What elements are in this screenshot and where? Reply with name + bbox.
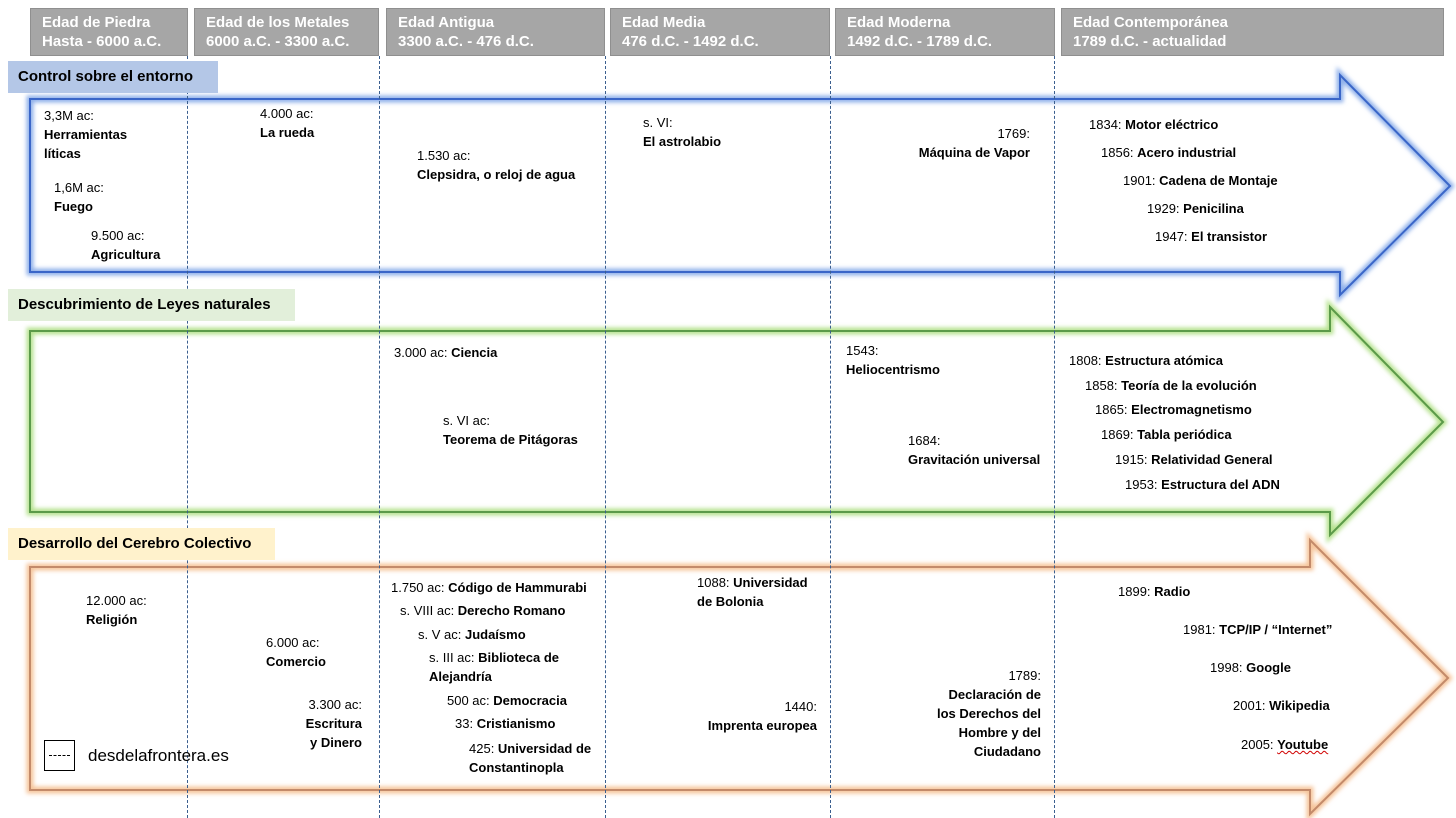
legend-label: desdelafrontera.es <box>88 746 229 765</box>
event-name: Máquina de Vapor <box>918 145 1030 160</box>
era-name: Edad de Piedra <box>42 14 151 31</box>
event-biblioteca-alejandria <box>429 648 569 686</box>
era-range: 476 d.C. - 1492 d.C. <box>622 33 759 50</box>
event-name: Teoría de la evolución <box>1121 378 1257 393</box>
event-name: Teorema de Pitágoras <box>443 432 578 447</box>
event-derecho-romano <box>400 601 565 620</box>
era-divider <box>830 56 831 818</box>
event-name: La rueda <box>260 125 315 140</box>
event-gravitacion <box>908 431 1040 469</box>
event-name: Universidad de Constantinopla <box>469 741 592 775</box>
event-motor-electrico <box>1089 115 1218 134</box>
event-year: 12.000 ac: <box>86 593 147 608</box>
event-name: Relatividad General <box>1151 452 1273 467</box>
event-name: Universidad de Bolonia <box>697 575 808 609</box>
event-name: Fuego <box>54 199 93 214</box>
event-hammurabi <box>391 578 587 597</box>
event-name: Judaísmo <box>464 627 526 642</box>
event-year: 1088: <box>697 575 734 590</box>
event-name: Motor eléctrico <box>1125 117 1219 132</box>
event-year: 1789: <box>1008 668 1041 683</box>
event-year: 1543: <box>846 343 879 358</box>
era-range: 3300 a.C. - 476 d.C. <box>398 33 534 50</box>
event-year: 1947: <box>1155 229 1192 244</box>
event-estructura-atomica <box>1069 351 1223 370</box>
event-evolucion <box>1085 376 1257 395</box>
event-relatividad <box>1115 450 1273 469</box>
event-herramientas-liticas <box>44 106 144 163</box>
event-year: 1.530 ac: <box>417 148 471 163</box>
event-year: 6.000 ac: <box>266 635 320 650</box>
event-name: Herramientas líticas <box>44 127 128 161</box>
event-year: 1769: <box>997 126 1030 141</box>
event-name: Código de Hammurabi <box>448 580 587 595</box>
event-year: s. VIII ac: <box>400 603 458 618</box>
section-label-leyes-naturales <box>8 289 295 321</box>
event-year: 1998: <box>1210 660 1247 675</box>
event-derechos-hombre <box>929 666 1041 761</box>
event-name: El transistor <box>1191 229 1268 244</box>
event-adn <box>1125 475 1280 494</box>
event-universidad-constantinopla <box>469 739 607 777</box>
event-google <box>1210 658 1291 677</box>
event-youtube <box>1241 735 1328 754</box>
event-year: s. VI ac: <box>443 413 490 428</box>
event-year: s. III ac: <box>429 650 479 665</box>
event-year: 1808: <box>1069 353 1106 368</box>
event-name: Cristianismo <box>476 716 556 731</box>
event-name: Gravitación universal <box>908 452 1041 467</box>
event-name: Google <box>1246 660 1291 675</box>
event-name: Imprenta europea <box>707 718 817 733</box>
era-name: Edad de los Metales <box>206 14 350 31</box>
event-year: 3.000 ac: <box>394 345 452 360</box>
event-pitagoras <box>443 411 578 449</box>
event-year: 3,3M ac: <box>44 108 94 123</box>
event-maquina-vapor <box>919 124 1030 162</box>
event-name: Acero industrial <box>1137 145 1237 160</box>
event-year: 425: <box>469 741 498 756</box>
event-name: Religión <box>86 612 138 627</box>
event-year: 1953: <box>1125 477 1162 492</box>
section-label-control-entorno <box>8 61 218 93</box>
event-clepsidra <box>417 146 575 184</box>
arrow-leyes-naturales <box>30 307 1443 535</box>
event-judaismo <box>418 625 526 644</box>
event-name: Radio <box>1154 584 1191 599</box>
event-name: Escritura y Dinero <box>305 716 362 750</box>
event-name: Estructura del ADN <box>1161 477 1280 492</box>
event-democracia <box>447 691 567 710</box>
event-year: 1901: <box>1123 173 1160 188</box>
era-range: 6000 a.C. - 3300 a.C. <box>206 33 350 50</box>
event-year: 1440: <box>784 699 817 714</box>
section-label-cerebro-colectivo <box>8 528 275 560</box>
event-year: 1929: <box>1147 201 1184 216</box>
event-name: Derecho Romano <box>457 603 566 618</box>
event-escritura-dinero <box>302 695 362 752</box>
event-la-rueda <box>260 104 314 142</box>
event-acero-industrial <box>1101 143 1236 162</box>
event-transistor <box>1155 227 1267 246</box>
event-agricultura <box>91 226 160 264</box>
event-year: 1856: <box>1101 145 1138 160</box>
event-name: Agricultura <box>91 247 161 262</box>
event-imprenta <box>708 697 817 735</box>
event-internet <box>1183 620 1332 639</box>
event-name: El astrolabio <box>643 134 722 149</box>
era-divider <box>187 56 188 818</box>
era-name: Edad Antigua <box>398 14 495 31</box>
event-year: 1834: <box>1089 117 1126 132</box>
event-radio <box>1118 582 1190 601</box>
event-year: 1899: <box>1118 584 1155 599</box>
event-wikipedia <box>1233 696 1330 715</box>
event-heliocentrismo <box>846 341 940 379</box>
event-name: Declaración de los Derechos del Hombre y del Ciudadano <box>936 687 1041 759</box>
era-range: 1492 d.C. - 1789 d.C. <box>847 33 993 50</box>
event-year: 1684: <box>908 433 941 448</box>
event-universidad-bolonia <box>697 573 821 611</box>
event-cristianismo <box>455 714 555 733</box>
event-year: 2001: <box>1233 698 1270 713</box>
event-year: 1865: <box>1095 402 1132 417</box>
event-year: s. VI: <box>643 115 673 130</box>
event-year: 3.300 ac: <box>308 697 362 712</box>
event-year: 1981: <box>1183 622 1220 637</box>
event-name: Clepsidra, o reloj de agua <box>417 167 576 182</box>
event-name: TCP/IP / “Internet” <box>1219 622 1333 637</box>
event-year: 1915: <box>1115 452 1152 467</box>
event-year: s. V ac: <box>418 627 465 642</box>
event-religion <box>86 591 147 629</box>
era-name: Edad Moderna <box>847 14 951 31</box>
event-comercio <box>266 633 326 671</box>
event-name: Cadena de Montaje <box>1159 173 1278 188</box>
era-divider <box>379 56 380 818</box>
event-name: Comercio <box>266 654 326 669</box>
event-name: Estructura atómica <box>1105 353 1223 368</box>
era-divider <box>1054 56 1055 818</box>
event-name: Ciencia <box>451 345 498 360</box>
event-name: Biblioteca de Alejandría <box>429 650 560 684</box>
event-name: Youtube <box>1277 737 1329 752</box>
event-tabla-periodica <box>1101 425 1232 444</box>
era-divider <box>605 56 606 818</box>
event-astrolabio <box>643 113 721 151</box>
event-year: 4.000 ac: <box>260 106 314 121</box>
era-name: Edad Media <box>622 14 706 31</box>
era-name: Edad Contemporánea <box>1073 14 1229 31</box>
event-year: 1869: <box>1101 427 1138 442</box>
event-year: 1858: <box>1085 378 1122 393</box>
event-name: Electromagnetismo <box>1131 402 1252 417</box>
event-cadena-montaje <box>1123 171 1278 190</box>
event-year: 500 ac: <box>447 693 494 708</box>
event-year: 2005: <box>1241 737 1278 752</box>
event-name: Penicilina <box>1183 201 1244 216</box>
section-title: Control sobre el entorno <box>18 68 194 85</box>
event-name: Wikipedia <box>1269 698 1330 713</box>
event-year: 1.750 ac: <box>391 580 449 595</box>
event-year: 33: <box>455 716 477 731</box>
section-title: Desarrollo del Cerebro Colectivo <box>18 535 252 552</box>
event-ciencia <box>394 343 497 362</box>
event-electromagnetismo <box>1095 400 1252 419</box>
event-year: 9.500 ac: <box>91 228 145 243</box>
event-name: Democracia <box>493 693 567 708</box>
event-name: Heliocentrismo <box>846 362 940 377</box>
event-year: 1,6M ac: <box>54 180 104 195</box>
section-title: Descubrimiento de Leyes naturales <box>18 296 271 313</box>
event-fuego <box>54 178 104 216</box>
event-penicilina <box>1147 199 1244 218</box>
event-name: Tabla periódica <box>1137 427 1232 442</box>
era-range: 1789 d.C. - actualidad <box>1073 33 1227 50</box>
legend-dashed-line-icon <box>44 740 75 771</box>
era-range: Hasta - 6000 a.C. <box>42 33 162 50</box>
